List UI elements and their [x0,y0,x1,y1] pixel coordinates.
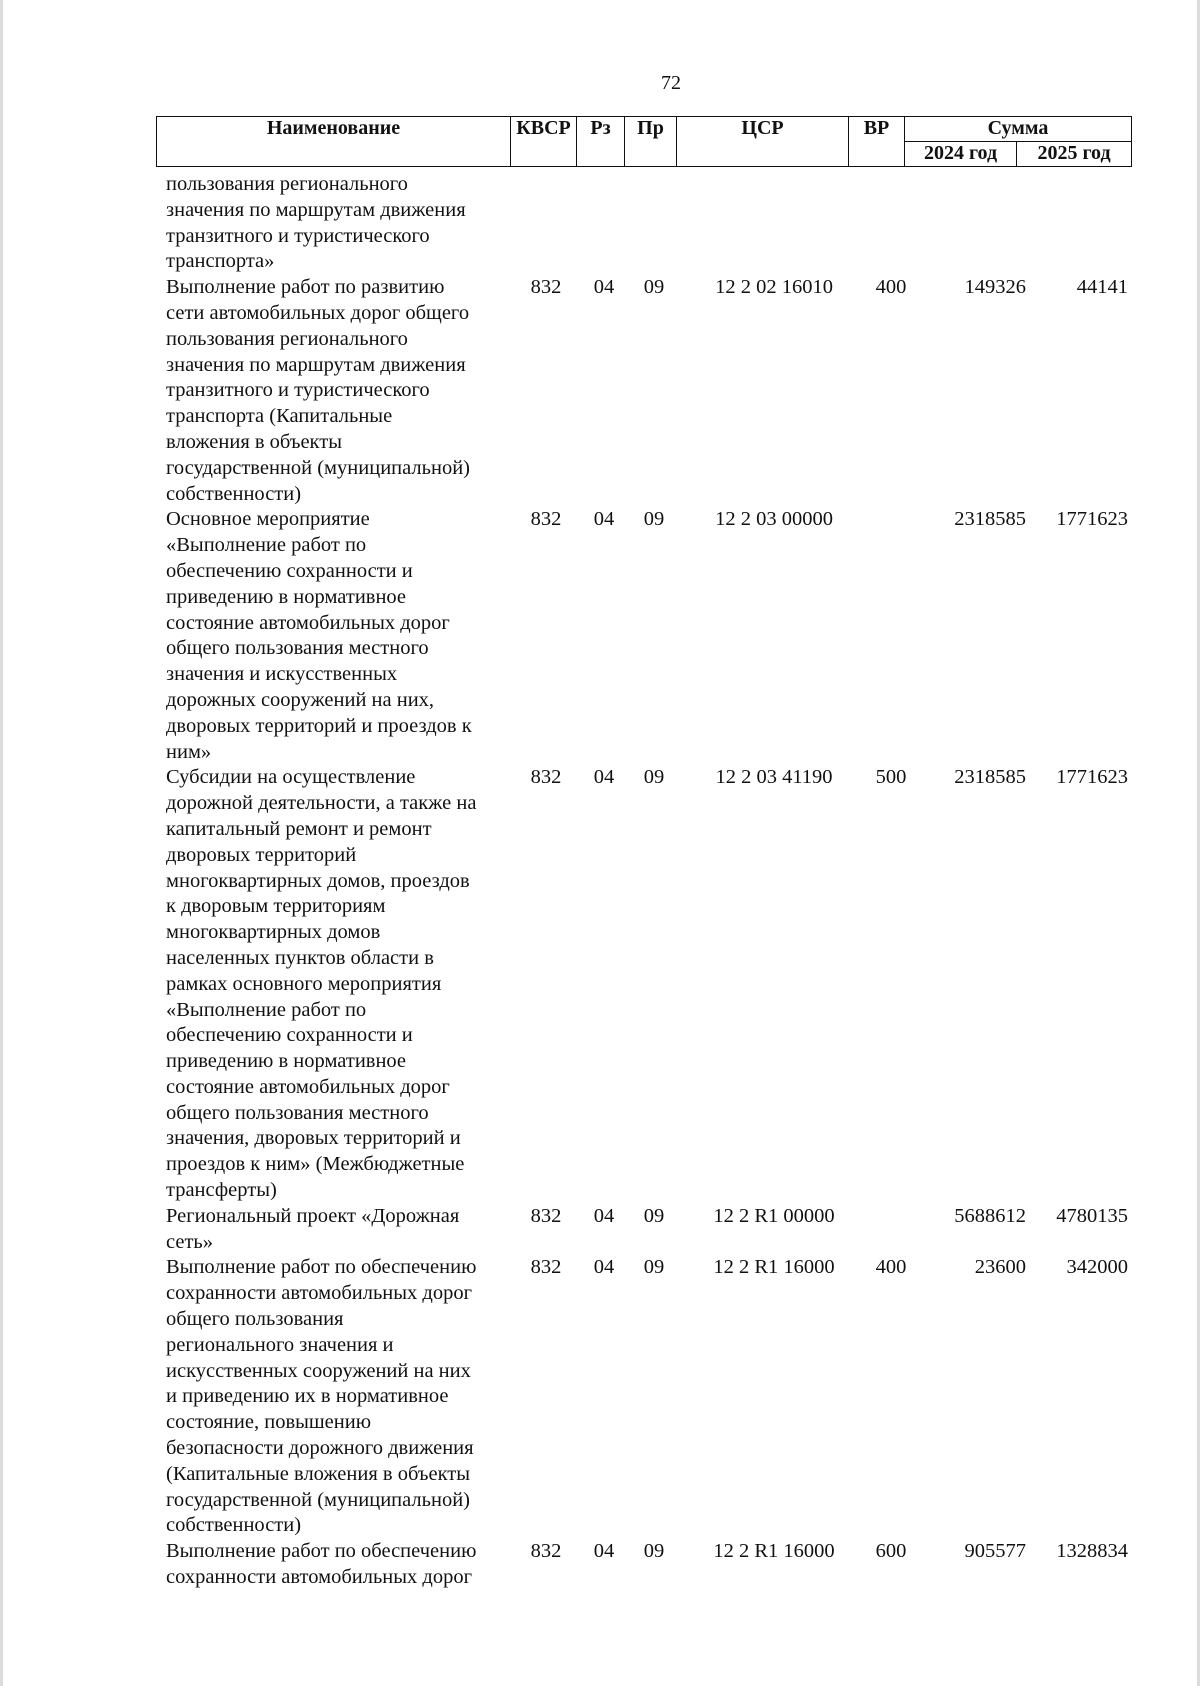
header-csr: ЦСР [677,117,849,167]
cell-kvsr: 832 [530,766,562,789]
cell-kvsr: 832 [530,1204,562,1227]
row-name-line: приведению в нормативное [166,1050,407,1073]
cell-pr: 09 [643,1204,665,1227]
cell-sum-2025: 342000 [1066,1256,1128,1279]
row-name-line: транспорта (Капитальные [166,405,393,428]
cell-sum-2024: 23600 [974,1256,1026,1279]
cell-sum-2024: 2318585 [954,766,1026,789]
cell-csr: 12 2 R1 16000 [713,1256,835,1279]
cell-sum-2025: 1328834 [1056,1540,1128,1563]
page-number: 72 [661,72,681,94]
row-name [156,275,500,507]
table-row [156,275,1131,507]
row-name-line: и приведению их в нормативное [166,1385,449,1408]
header-year-2024: 2024 год [905,142,1017,167]
header-kvsr: КВСР [511,117,577,167]
cell-vr: 400 [875,276,907,299]
row-name-line: значения по маршрутам движения [166,198,466,221]
table-row [156,507,1131,765]
row-name-line: вложения в объекты [166,430,342,453]
row-name-line: «Выполнение работ по [166,998,367,1021]
row-name-line: (Капитальные вложения в объекты [166,1462,470,1485]
cell-sum-2024: 149326 [964,276,1026,299]
table-row [156,1539,1131,1591]
row-name-line: многоквартирных домов [166,921,381,944]
row-name-line: транзитного и туристического [166,379,430,402]
row-name [156,172,500,275]
row-name-line: регионального значения и [166,1333,394,1356]
header-vr: ВР [849,117,905,167]
row-name [156,1204,500,1256]
row-name-line: состояние автомобильных дорог [166,611,450,634]
cell-rz: 04 [593,1204,615,1227]
cell-sum-2024: 905577 [964,1540,1026,1563]
cell-sum-2025: 44141 [1076,276,1128,299]
row-name-line: государственной (муниципальной) [166,1488,471,1511]
header-sum: Сумма [905,117,1132,142]
row-name [156,1539,500,1591]
header-year-2025: 2025 год [1017,142,1132,167]
table-row [156,172,1131,275]
row-name-line: общего пользования [166,1308,344,1331]
row-name-line: капитальный ремонт и ремонт [166,817,432,840]
row-name-line: сохранности автомобильных дорог [166,1566,473,1589]
cell-csr: 12 2 R1 00000 [713,1204,835,1227]
row-name-line: трансферты) [166,1179,277,1202]
cell-sum-2024: 5688612 [954,1204,1026,1227]
header-pr: Пр [625,117,677,167]
row-name [156,765,500,1204]
row-name-line: населенных пунктов области в [166,946,434,969]
row-name-line: значения, дворовых территорий и [166,1127,461,1150]
row-name-line: к дворовым территориям [166,895,386,918]
row-name-line: пользования регионального [166,173,408,195]
cell-rz: 04 [593,766,615,789]
row-name-line: Выполнение работ по обеспечению [166,1256,477,1279]
row-name-line: сеть» [166,1230,214,1253]
row-name-line: дорожных сооружений на них, [166,688,435,711]
table-body [156,172,1131,1591]
row-name-line: состояние, повышению [166,1411,372,1434]
row-name-line: значения по маршрутам движения [166,353,466,376]
row-name-line: общего пользования местного [166,637,429,660]
cell-vr: 400 [875,1256,907,1279]
row-name-line: «Выполнение работ по [166,534,367,557]
header-name: Наименование [157,117,511,167]
row-name-line: сохранности автомобильных дорог [166,1282,473,1305]
row-name-line: рамках основного мероприятия [166,972,442,995]
cell-vr: 500 [875,766,907,789]
row-name-line: общего пользования местного [166,1101,429,1124]
cell-rz: 04 [593,1540,615,1563]
row-name-line: Субсидии на осуществление [166,766,416,789]
cell-pr: 09 [643,1256,665,1279]
row-name-line: собственности) [166,482,302,505]
row-name-line: государственной (муниципальной) [166,456,471,479]
row-name-line: искусственных сооружений на них [166,1359,471,1382]
cell-kvsr: 832 [530,508,562,531]
cell-csr: 12 2 03 41190 [715,766,833,789]
row-name-line: ним» [166,740,212,763]
row-name-line: значения и искусственных [166,663,398,686]
cell-sum-2025: 1771623 [1056,766,1128,789]
cell-sum-2025: 1771623 [1056,508,1128,531]
cell-rz: 04 [593,508,615,531]
table-row [156,765,1131,1204]
scan-edge-left [0,0,3,1686]
table-row [156,1204,1131,1256]
cell-rz: 04 [593,276,615,299]
cell-vr: 600 [875,1540,907,1563]
row-name-line: транзитного и туристического [166,224,430,247]
cell-sum-2024: 2318585 [954,508,1026,531]
cell-sum-2025: 4780135 [1056,1204,1128,1227]
row-name-line: дорожной деятельности, а также на [166,792,477,815]
cell-kvsr: 832 [530,1256,562,1279]
row-name-line: многоквартирных домов, проездов [166,869,470,892]
row-name-line: обеспечению сохранности и [166,559,413,582]
row-name-line: Основное мероприятие [166,508,370,531]
row-name-line: пользования регионального [166,327,408,350]
header-rz: Рз [577,117,625,167]
cell-csr: 12 2 02 16010 [715,276,833,299]
cell-pr: 09 [643,508,665,531]
row-name-line: дворовых территорий и проездов к [166,714,472,737]
row-name-line: безопасности дорожного движения [166,1437,474,1460]
table-header [156,116,1132,167]
row-name [156,507,500,765]
row-name-line: дворовых территорий [166,843,357,866]
row-name-line: собственности) [166,1514,302,1537]
row-name-line: приведению в нормативное [166,585,407,608]
cell-kvsr: 832 [530,276,562,299]
row-name-line: проездов к ним» (Межбюджетные [166,1153,465,1176]
row-name [156,1255,500,1539]
table-row [156,1255,1131,1539]
cell-csr: 12 2 R1 16000 [713,1540,835,1563]
row-name-line: обеспечению сохранности и [166,1024,413,1047]
cell-rz: 04 [593,1256,615,1279]
cell-pr: 09 [643,1540,665,1563]
row-name-line: сети автомобильных дорог общего [166,301,470,324]
row-name-line: Региональный проект «Дорожная [166,1204,460,1227]
row-name-line: Выполнение работ по развитию [166,276,445,299]
cell-pr: 09 [643,276,665,299]
cell-kvsr: 832 [530,1540,562,1563]
row-name-line: Выполнение работ по обеспечению [166,1540,477,1563]
cell-csr: 12 2 03 00000 [715,508,833,531]
row-name-line: транспорта» [166,250,275,273]
cell-pr: 09 [643,766,665,789]
row-name-line: состояние автомобильных дорог [166,1075,450,1098]
